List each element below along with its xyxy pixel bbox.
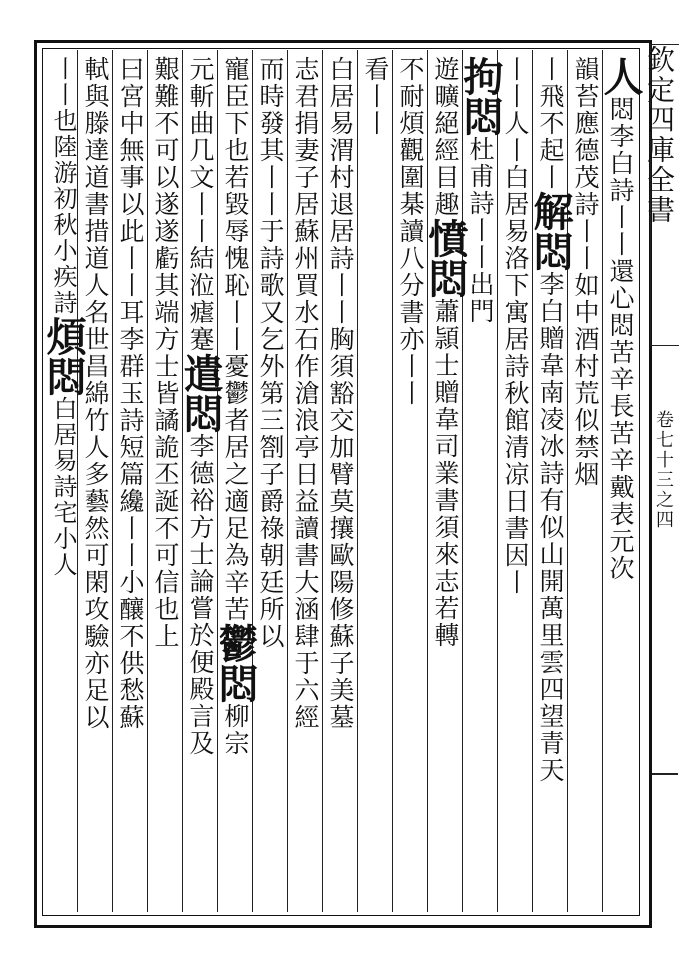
text-column: [212, 56, 259, 908]
text-column: [597, 56, 644, 908]
column-text: 丨丨也陸游初秋小疾詩: [49, 56, 77, 316]
column-text: 李白贈韋南凌冰詩有似山開萬里雲四望青天: [536, 271, 565, 784]
column-rule: [602, 50, 603, 912]
column-rule: [497, 50, 498, 912]
entry-heading: 遣悶: [177, 353, 224, 433]
column-text: 志君捐妻子居蘇州買水石作滄浪亭日益讀書大涵肆于六經: [291, 56, 320, 731]
column-text: 方士皆譎詭丕誕不可信也上: [151, 326, 180, 650]
entry-heading: 解悶: [527, 191, 574, 271]
margin-tick: [652, 773, 678, 775]
column-text: 遊曠絕經目趣: [431, 56, 460, 218]
side-title: 欽定四庫全書: [650, 44, 679, 346]
text-column: [290, 56, 320, 908]
entry-heading: 憤悶: [422, 218, 469, 298]
column-rule: [182, 50, 183, 912]
text-column: [150, 56, 180, 908]
text-column: [395, 56, 425, 908]
column-rule: [217, 50, 218, 912]
column-text: 杜甫詩丨丨出門: [466, 136, 495, 325]
column-text: 而時發其丨丨于詩歌又乞外第三劄子爵祿朝廷所以: [256, 56, 285, 650]
entry-heading: 人: [597, 56, 644, 96]
text-column: [457, 56, 504, 908]
column-text: 軾與滕達道書措道人名世昌綿竹人多藝然可閑攻驗亦足以: [81, 56, 110, 731]
column-text: 元斬曲几文丨丨結涖瘧蹇: [186, 56, 215, 353]
column-text: 看丨丨: [361, 56, 390, 137]
text-column: [115, 56, 145, 908]
column-text: 艱難不可以遂遂虧其端: [151, 56, 180, 326]
column-text: 白居易詩宅小人: [49, 396, 77, 578]
column-text: 寵臣下也若毀辱愧恥丨丨憂鬱者居之適足為辛苦: [221, 56, 250, 623]
column-rule: [427, 50, 428, 912]
column-rule: [252, 50, 253, 912]
column-text: 蕭頴士贈韋司業書須來志若轉: [431, 298, 460, 649]
column-text: 李德裕方士論嘗於便殿言及: [186, 433, 215, 757]
text-column: [177, 56, 224, 908]
column-text: 白居易渭村退居詩丨丨胸須豁交加臂莫攘歐陽修蘇子美墓: [326, 56, 355, 731]
column-text: 丨飛不起丨: [536, 56, 565, 191]
text-column: [527, 56, 574, 908]
column-rule: [287, 50, 288, 912]
text-column: [40, 56, 87, 908]
column-text: 悶李白詩丨丨還心悶苦辛長苦辛戴表元次: [606, 96, 635, 582]
text-column: [422, 56, 469, 908]
column-rule: [532, 50, 533, 912]
entry-heading: 鬱悶: [212, 623, 259, 703]
column-text: 曰宮中無事以此丨丨耳李群玉詩短篇纔丨丨小釀不供愁蘇: [116, 56, 145, 731]
text-column: [255, 56, 285, 908]
column-text: 丨丨人丨白居易洛下寓居詩秋館清凉日書因丨: [501, 56, 530, 596]
entry-heading: 煩悶: [40, 316, 87, 396]
column-rule: [567, 50, 568, 912]
text-column: [80, 56, 110, 908]
entry-heading: 拘悶: [457, 56, 504, 136]
column-rule: [392, 50, 393, 912]
column-text: 不耐煩觀圍棊讀八分書亦丨丨: [396, 56, 425, 407]
column-text: 柳宗: [221, 703, 250, 757]
column-rule: [112, 50, 113, 912]
column-rule: [322, 50, 323, 912]
column-rule: [357, 50, 358, 912]
text-column: [500, 56, 530, 908]
text-column: [325, 56, 355, 908]
text-column: [570, 56, 600, 908]
column-rule: [462, 50, 463, 912]
volume-number: 卷七十三之四: [653, 410, 674, 530]
column-rule: [147, 50, 148, 912]
column-text: 韻苔應德茂詩丨丨如中酒村荒似禁烟: [571, 56, 600, 488]
text-column: [360, 56, 390, 908]
